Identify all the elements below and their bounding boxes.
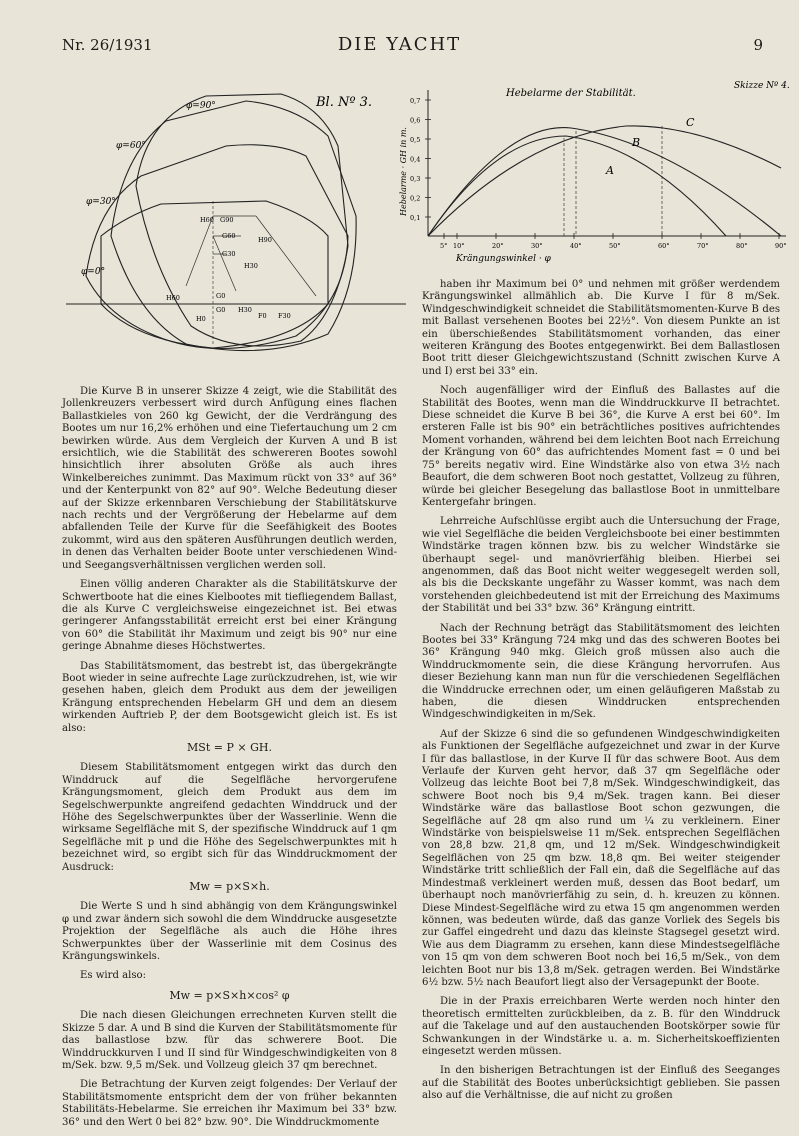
paragraph: Lehrreiche Aufschlüsse ergibt auch die Untersuchung der Frage, wie viel Segelfläche die beiden Vergleichsboote bei einer bestimmten Windstärke tragen können bzw. bis zu welcher Windstärke sie überhaupt segel- und manövrierfähig bleiben. Hierbei sei angenommen, daß das Boot nicht weiter weggesegelt werden soll, als bis die Deckskante ungefähr zu Wasser kommt, was nach dem vorstehenden gleichbedeutend ist mit der Erreichung des Maximums der Stabilität und bei 33° bzw. 36° Krängung eintritt. [422,516,780,615]
point-labels [166,216,291,323]
x-tick-label: 50° [609,242,621,250]
x-tick-label: 60° [658,242,670,250]
paragraph: Diesem Stabilitätsmoment entgegen wirkt das durch den Winddruck auf die Segelfläche hervorgerufene Krängungsmoment, gleich dem Produkt aus dem im Segelschwerpunkte angreifend gedachten Winddruck und der Höhe des Segelschwerpunktes über der Wasserlinie. Wenn die wirksame Segelfläche mit S, der spezifische Winddruck auf 1 qm Segelfläche mit p und die Höhe des Segelschwerpunktes mit h bezeichnet wird, so ergibt sich für das Winddruckmoment der Ausdruck: [62,762,397,873]
curve-b [428,128,781,236]
x-axis-label: Krängungswinkel · φ [456,254,551,264]
x-tick-label: 80° [736,242,748,250]
sketch-label: Skizze Nº 4. [734,81,790,91]
right-text-column [422,279,780,1110]
x-tick-label: 30° [531,242,543,250]
hull-section-30 [86,145,348,349]
curve-label: A [606,164,614,177]
x-tick-label: 20° [492,242,504,250]
y-tick-label: 0,1 [410,214,421,222]
paragraph: Nach der Rechnung beträgt das Stabilitätsmoment des leichten Bootes bei 33° Krängung 724 mkg und das des schweren Bootes bei 36° Krängung 940 mkg. Gleich groß müssen also auch die Winddruckmomente sein, die diese Krängung hervorrufen. Aus dieser Beziehung kann man nun für die verschiedenen Segelflächen die Winddrucke errechnen oder, um einen geläufigeren Maßstab zu haben, die diesen Winddrucken entsprechenden Windgeschwindigkeiten in m/Sek. [422,622,780,721]
y-tick-label: 0,7 [410,97,421,105]
angle-label: φ=90° [186,101,216,111]
paragraph: Die Kurve B in unserer Skizze 4 zeigt, wie die Stabilität des Jollenkreuzers verbessert wird durch Anfügung eines flachen Ballastkieles von 260 kg Gewicht, der die Verdrängung des Bootes um nur 16,2% erhöhen und eine Tiefertauchung um 2 cm bewirken würde. Aus dem Vergleich der Kurven A und B ist ersichtlich, wie die Stabilität des schwereren Bootes sowohl hinsichtlich ihrer absoluten Größe als auch ihres Winkelbereiches zunimmt. Das Maximum rückt von 33° auf 36° und der Kenterpunkt von 82° auf 90°. Welche Bedeutung dieser auf der Skizze erkennbaren Verschiebung der Stabilitätskurve nach rechts und der Vergrößerung der Hebelarme auf dem abfallenden Teile der Kurve für die Seefähigkeit des Bootes zukommt, wird aus den späteren Ausführungen deutlich werden, in denen das Verhalten beider Boote unter verschiedenen Wind- und Seegangsverhältnissen verglichen werden soll. [62,386,397,571]
journal-title: DIE YACHT [337,34,462,55]
x-tick-label: 5° [440,242,448,250]
paragraph: Einen völlig anderen Charakter als die Stabilitätskurve der Schwertboote hat die eines Kielbootes mit tiefliegendem Ballast, die als Kurve C vergleichsweise eingezeichnet ist. Bei etwas geringerer Anfangsstabilität erreicht erst bei einer Krängung von 60° die Stabilität ihr Maximum und zeigt bis 90° nur eine geringe Abnahme dieses Höchstwertes. [62,579,397,653]
paragraph: Auf der Skizze 6 sind die so gefundenen Windgeschwindigkeiten als Funktionen der Segelfläche aufgezeichnet und zwar in der Kurve I für das ballastlose, in der Kurve II für das schwere Boot. Aus dem Verlaufe der Kurven geht hervor, daß 37 qm Segelfläche oder Vollzeug das leichte Boot bei 7,8 m/Sek. Windgeschwindigkeit, das schwere Boot noch bis 9,4 m/Sek. tragen kann. Bei dieser Windstärke wäre das ballastlose Boot schon gezwungen, die Segelfläche auf 28 qm also rund um ¼ zu verkleinern. Einer Windstärke von beispielsweise 11 m/Sek. entsprechen Segelflächen von 28,8 bzw. 21,8 qm, und 12 m/Sek. Windgeschwindigkeit Segelflächen von 25 qm bzw. 18,8 qm. Bei weiter steigender Windstärke tritt schließlich der Fall ein, daß die Segelfläche auf das Mindestmaß verkleinert werden muß, dessen das Boot bedarf, um überhaupt noch manövrierfähig zu sein, d. h. kreuzen zu können. Diese Mindest-Segelfläche wird zu etwa 15 qm angenommen werden können, was bedeuten würde, daß das ganze Vorliek des Segels bis zur Gaffel eingedreht und dazu das kleinste Stagsegel gesetzt wird. Wie aus dem Diagramm zu ersehen, kann diese Mindestsegelfläche von 15 qm von dem schweren Boot noch bei 16,5 m/Sek., von dem leichten Boot nur bis 13,8 m/Sek. getragen werden. Bei Windstärke 6½ bzw. 5½ nach Beaufort liegt also der Versagepunkt der Boote. [422,728,780,988]
x-tick-label: 70° [697,242,709,250]
left-text-column [62,386,397,1136]
point-label: H30 [238,306,252,314]
paragraph: Noch augenfälliger wird der Einfluß des Ballastes auf die Stabilität des Bootes, wenn man die Winddruckkurve II betrachtet. Diese schneidet die Kurve B bei 36°, die Kurve A erst bei 60°. Im ersteren Falle ist bis 90° ein beträchtliches positives aufrichtendes Moment vorhanden, während bei dem leichten Boot nach Erreichung der Krängung von 60° das aufrichtendes Moment fast = 0 und bei 75° bereits negativ wird. Eine Windstärke also von etwa 3½ nach Beaufort, die dem schweren Boot noch gestattet, Vollzeug zu führen, würde bei gleicher Besegelung das ballastlose Boot in unmittelbare Kentergefahr bringen. [422,385,780,508]
y-axis-label: Hebelarme · GH in m. [399,127,408,216]
formula: Mw = p×S×h. [189,880,270,894]
y-tick-label: 0,3 [410,175,421,183]
x-tick-label: 10° [453,242,465,250]
point-label: H0 [196,315,206,323]
curve-label: C [686,116,695,129]
point-label: G0 [216,306,226,314]
curve-a [428,136,726,236]
paragraph: Die nach diesen Gleichungen errechneten Kurven stellt die Skizze 5 dar. A und B sind die Kurven der Stabilitätsmomente für das ballastlose bzw. für das schwerere Boot. Die Winddruckkurven I und II sind für Windgeschwindigkeiten von 8 m/Sek. bzw. 9,5 m/Sek. und Vollzeug gleich 37 qm berechnet. [62,1010,397,1071]
angle-label: φ=30° [86,197,116,207]
figure-title: Bl. Nº 3. [316,95,372,110]
issue-number: Nr. 26/1931 [62,36,153,54]
point-label: G0 [216,292,226,300]
paragraph: Es wird also: [80,970,147,982]
y-tick-label: 0,6 [410,116,421,125]
point-label: H30 [244,262,258,270]
point-label: G30 [222,250,236,258]
paragraph: Die in der Praxis erreichbaren Werte werden noch hinter den theoretisch ermittelten zurückbleiben, da z. B. für den Winddruck auf die Takelage und auf den austauchenden Bootskörper sowie für Schwankungen in der Windstärke u. a. m. Sicherheitskoeffizienten eingesetzt werden müssen. [422,996,780,1057]
figure-title: Hebelarme der Stabilität. [506,88,636,99]
paragraph: Die Betrachtung der Kurven zeigt folgendes: Der Verlauf der Stabilitätsmomente entspricht dem der von früher bekannten Stabilitäts-Hebelarme. Sie erreichen ihr Maximum bei 33° bzw. 36° und den Wert 0 bei 82° bzw. 90°. Die Winddruckmomente [62,1079,397,1128]
hull-sections-figure [66,86,406,356]
y-tick-label: 0,5 [410,136,421,144]
point-label: H60 [166,294,180,302]
curve-c [428,126,781,236]
paragraph: Das Stabilitätsmoment, das bestrebt ist, das übergekrängte Boot wieder in seine aufrechte Lage zurückzudrehen, ist, wie wir gesehen haben, gleich dem Produkt aus dem der jeweiligen Krängung entsprechenden Hebelarm GH und dem an diesem wirkenden Auftrieb P, der dem Bootsgewicht gleich ist. Es ist also: [62,660,397,734]
paragraph: In den bisherigen Betrachtungen ist der Einfluß des Seeganges auf die Stabilität des Bootes unberücksichtigt geblieben. Sie passen also auf die Verhältnisse, die auf nicht zu großen [422,1065,780,1102]
point-label: H90 [258,236,272,244]
paragraph: Die Werte S und h sind abhängig von dem Krängungswinkel φ und zwar ändern sich sowohl die dem Winddrucke ausgesetzte Projektion der Segelfläche als auch die Höhe ihres Schwerpunktes über der Wasserlinie mit dem Cosinus des Krängungswinkels. [62,901,397,963]
formula: MSt = P × GH. [187,740,272,754]
point-label: F30 [278,312,291,320]
point-grid [186,216,316,296]
point-label: G60 [222,232,236,240]
y-tick-label: 0,2 [410,194,421,203]
y-tick-label: 0,4 [410,155,421,164]
point-label: G90 [220,216,234,224]
point-label: F0 [258,312,267,320]
paragraph: haben ihr Maximum bei 0° und nehmen mit größer werdendem Krängungswinkel allmählich ab. Die Kurve I für 8 m/Sek. Windgeschwindigkeit schneidet die Stabilitätsmomenten-Kurve B des mit Ballast versehenen Bootes bei 22½°. Von diesem Punkte an ist ein überschießendes Stabilitätsmoment vorhanden, das einer weiteren Krängung des Bootes entgegenwirkt. Bei dem Ballastlosen Boot tritt dieser Gleichgewichtszustand (Schnitt zwischen Kurve A und I) erst bei 33° ein. [422,279,780,377]
point-label: H60 [200,216,214,224]
page-number: 9 [753,36,763,54]
x-tick-label: 40° [570,242,582,250]
x-tick-label: 90° [775,242,787,250]
stability-curves-figure [396,76,791,272]
angle-label: φ=60° [116,141,146,151]
curve-label: B [632,136,641,149]
formula: Mw = p×S×h×cos² φ [169,988,290,1002]
angle-label: φ=0° [81,267,106,277]
